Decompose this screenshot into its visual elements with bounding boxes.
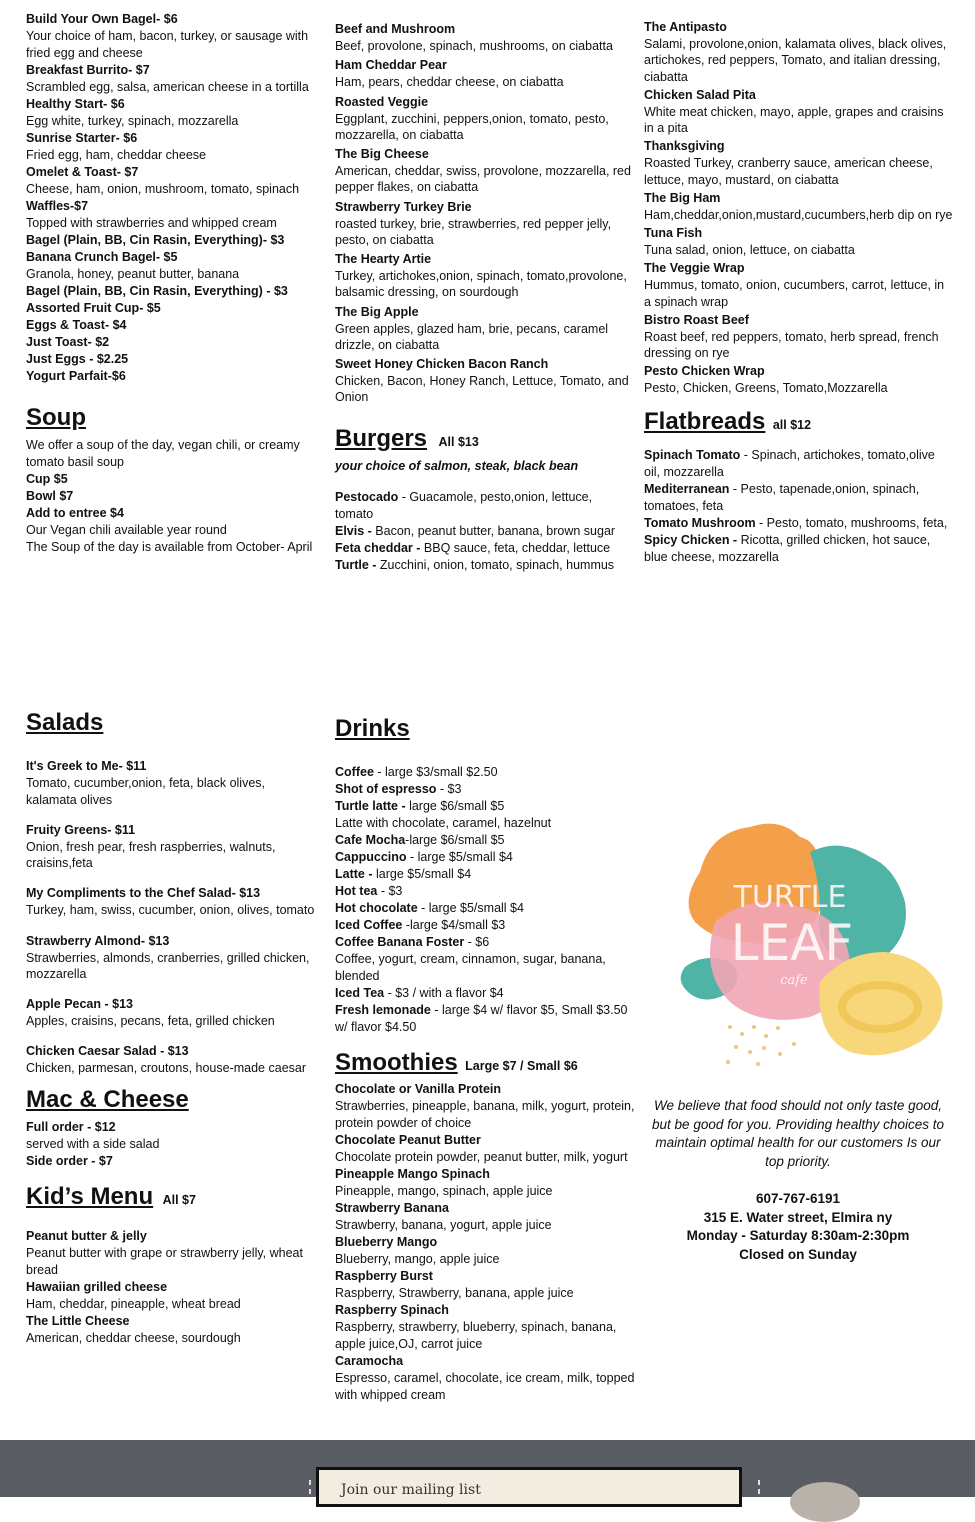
smoothie-list [335,1081,643,1404]
sandwich-list-right [644,19,954,397]
burger-item [335,489,631,523]
sandwich-item-desc: American, cheddar, swiss, provolone, mozzarella, red pepper flakes, on ciabatta [335,164,631,195]
salad-item-desc: Apples, craisins, pecans, feta, grilled chicken [26,1014,275,1029]
drink-item-desc: large $6/small $5 [405,799,505,814]
breakfast-item-name: Just Eggs - $2.25 [26,352,129,366]
drink-item-name: Iced Coffee [335,918,403,933]
burger-list [335,489,631,574]
smoothie-item-name: Chocolate Peanut Butter [335,1132,481,1147]
sandwich-item [644,225,954,258]
salad-item [26,885,318,918]
sandwich-list-mid [335,21,631,406]
sandwich-item-name: The Hearty Artie [335,252,432,266]
soup-bowl: Bowl $7 [26,489,74,504]
kids-item [26,1228,318,1279]
sandwich-item [335,251,631,301]
sandwich-item-desc: Green apples, glazed ham, brie, pecans, caramel drizzle, on ciabatta [335,321,609,352]
flatbread-item [644,515,954,532]
breakfast-item-name: Omelet & Toast- $7 [26,165,139,179]
burger-item [335,540,631,557]
smoothie-item-desc: Raspberry, Strawberry, banana, apple juice [335,1285,574,1300]
soup-add: Add to entree $4 [26,506,124,521]
soup-title: Soup [26,404,86,431]
breakfast-item-name: Breakfast Burrito- $7 [26,63,150,77]
breakfast-item-name: Banana Crunch Bagel- $5 [26,250,178,264]
sandwich-item-desc: Roasted Turkey, cranberry sauce, american cheese, lettuce, mayo, mustard, on ciabatta [644,156,933,187]
breakfast-item-desc: Granola, honey, peanut butter, banana [26,267,240,281]
burgers-price-note: All $13 [438,434,479,449]
sandwich-item-name: Roasted Veggie [335,94,429,109]
breakfast-item-desc: Your choice of ham, bacon, turkey, or sausage with fried egg and cheese [26,29,309,60]
drink-item [335,781,643,798]
salad-item [26,758,318,808]
kids-list [26,1228,318,1347]
sandwich-item-desc: Hummus, tomato, onion, cucumbers, carrot, lettuce, in a spinach wrap [644,278,945,309]
breakfast-item [26,351,316,368]
contact-block [648,1190,948,1265]
flatbread-item-desc: - Spinach, artichokes, tomato,olive oil, mozzarella [644,447,935,479]
flatbread-list [644,447,954,566]
drinks-heading [335,716,643,742]
drink-item [335,764,643,781]
breakfast-item [26,368,316,385]
smoothie-item-name: Blueberry Mango [335,1234,438,1249]
footer-avatar [790,1482,860,1522]
drink-item-desc: - $3 / with a flavor $4 [384,986,504,1001]
burger-item [335,523,631,540]
sandwich-item [644,363,954,396]
drink-item [335,985,643,1002]
salad-item [26,822,318,872]
smoothies-price-note: Large $7 / Small $6 [465,1059,578,1074]
drink-list [335,764,643,1036]
phone-number: 607-767-6191 [755,1191,841,1206]
smoothie-item [335,1268,643,1302]
flatbreads-price-note: all $12 [772,417,812,432]
breakfast-item [26,249,316,283]
breakfast-item-name: Assorted Fruit Cup- $5 [26,301,161,315]
salad-list [26,758,318,1076]
soup-cup: Cup $5 [26,472,68,487]
drink-item-desc: - $3 [436,782,462,797]
smoothie-item-desc: Chocolate protein powder, peanut butter, milk, yogurt [335,1149,628,1164]
mac-full: Full order - $12 [26,1120,116,1135]
burger-item [335,557,631,574]
burger-item-name: Feta cheddar - [335,540,421,555]
drink-item [335,934,643,951]
smoothie-item-name: Pineapple Mango Spinach [335,1166,490,1181]
sandwich-item-name: The Big Apple [335,304,419,319]
mac-heading [26,1087,318,1113]
sandwich-item [644,19,954,85]
smoothie-item [335,1353,643,1404]
sandwich-item [335,57,631,90]
drink-item-desc: -large $4/small $3 [402,918,506,933]
breakfast-item-desc: Egg white, turkey, spinach, mozzarella [26,114,239,128]
smoothie-item-name: Chocolate or Vanilla Protein [335,1081,502,1096]
sandwich-item-name: Beef and Mushroom [335,22,456,36]
breakfast-item-name: Just Toast- $2 [26,335,110,349]
soup-heading [26,405,316,431]
sandwich-item-desc: Beef, provolone, spinach, mushrooms, on ciabatta [335,39,613,53]
smoothies-title: Smoothies [335,1049,458,1077]
breakfast-item [26,300,316,317]
breakfast-item-desc: Cheese, ham, onion, mushroom, tomato, spinach [26,182,300,196]
drink-item-desc: Coffee, yogurt, cream, cinnamon, sugar, banana, blended [335,952,606,984]
sandwich-column-mid [335,21,631,574]
salads-heading [26,710,318,736]
drink-item [335,849,643,866]
soup-note-season: The Soup of the day is available from October- April [26,540,313,555]
burger-item-desc: - Guacamole, pesto,onion, lettuce, tomato [335,489,593,521]
breakfast-item-name: Build Your Own Bagel- $6 [26,12,178,26]
smoothie-item-desc: Blueberry, mango, apple juice [335,1251,500,1266]
sandwich-item-desc: Chicken, Bacon, Honey Ranch, Lettuce, Tomato, and Onion [335,374,629,405]
smoothie-item [335,1200,643,1234]
kids-title: Kid’s Menu [26,1183,154,1211]
salad-item-name: Strawberry Almond- $13 [26,933,170,948]
flatbread-item-desc: Ricotta, grilled chicken, hot sauce, blue cheese, mozzarella [644,532,931,564]
breakfast-column [26,11,316,556]
sandwich-item [335,304,631,354]
sandwich-item-desc: Pesto, Chicken, Greens, Tomato,Mozzarella [644,381,888,396]
drink-item-name: Latte - [335,867,373,882]
sandwich-item [644,260,954,310]
smoothie-item-desc: Strawberries, pineapple, banana, milk, yogurt, protein, protein powder of choice [335,1098,635,1130]
breakfast-item [26,232,316,249]
burger-item-name: Pestocado [335,489,399,504]
salad-item [26,933,318,983]
salad-item-name: Fruity Greens- $11 [26,822,136,837]
breakfast-item-name: Eggs & Toast- $4 [26,318,127,332]
footer-divider-right [758,1480,760,1497]
breakfast-item-name: Bagel (Plain, BB, Cin Rasin, Everything)- $3 [26,233,285,247]
sandwich-item [644,87,954,137]
drink-item [335,900,643,917]
drink-item [335,951,643,985]
smoothie-item-desc: Espresso, caramel, chocolate, ice cream, milk, topped with whipped cream [335,1370,635,1402]
hours: Monday - Saturday 8:30am-2:30pm [686,1228,910,1244]
sandwich-item-desc: Eggplant, zucchini, peppers,onion, tomato, pesto, mozzarella, on ciabatta [335,111,609,142]
sandwich-item-name: Chicken Salad Pita [644,87,756,102]
sandwich-item-name: The Antipasto [644,20,727,34]
salad-item-desc: Onion, fresh pear, fresh raspberries, walnuts, craisins,feta [26,839,276,871]
kids-item-name: Hawaiian grilled cheese [26,1280,168,1295]
drink-item [335,1002,643,1036]
burgers-heading [335,426,631,452]
sandwich-item-name: Sweet Honey Chicken Bacon Ranch [335,357,549,371]
sandwich-item-name: Bistro Roast Beef [644,312,749,327]
flatbread-item-name: Spicy Chicken - [644,532,738,547]
sandwich-item-desc: Salami, provolone,onion, kalamata olives, black olives, artichokes, red peppers, Tomato, and italian dressing, ciabatta [644,37,947,84]
salads-column [26,710,318,1347]
drink-item-name: Cafe Mocha [335,833,406,848]
sandwich-item [335,199,631,249]
kids-item-desc: Ham, cheddar, pineapple, wheat bread [26,1297,241,1312]
salad-item-desc: Strawberries, almonds, cranberries, grilled chicken, mozzarella [26,950,310,981]
smoothie-item [335,1302,643,1353]
sandwich-item-desc: White meat chicken, mayo, apple, grapes and craisins in a pita [644,104,944,135]
salads-title: Salads [26,709,104,736]
drink-item-name: Turtle latte - [335,799,406,814]
sandwich-item-desc: Tuna salad, onion, lettuce, on ciabatta [644,243,855,257]
salad-item [26,1043,318,1076]
breakfast-item [26,334,316,351]
logo-cafe-text: cafe [780,973,808,988]
sandwich-item [335,356,631,406]
flatbread-item-desc: - Pesto, tomato, mushrooms, feta, [755,515,948,530]
salad-item-desc: Turkey, ham, swiss, cucumber, onion, olives, tomato [26,903,315,918]
burger-item-desc: BBQ sauce, feta, cheddar, lettuce [420,540,611,555]
flatbread-item [644,481,954,515]
kids-heading [26,1184,318,1210]
drink-item [335,883,643,900]
breakfast-item [26,317,316,334]
smoothie-item-name: Strawberry Banana [335,1200,449,1215]
smoothie-item-name: Raspberry Burst [335,1268,433,1283]
kids-item-name: Peanut butter & jelly [26,1229,147,1244]
burger-item-desc: Zucchini, onion, tomato, spinach, hummus [376,557,615,572]
sandwich-item [644,190,954,223]
drink-item-desc: large $5/small $4 [372,867,472,882]
footer-divider-left [309,1480,311,1497]
smoothie-item [335,1081,643,1132]
flatbread-item [644,447,954,481]
sandwich-item-desc: Roast beef, red peppers, tomato, herb spread, french dressing on rye [644,329,939,360]
drink-item [335,866,643,883]
kids-item [26,1313,318,1347]
soup-intro: We offer a soup of the day, vegan chili, or creamy tomato basil soup [26,438,300,470]
sandwich-item [335,21,631,54]
burger-item-name: Turtle - [335,557,377,572]
sandwich-item [335,94,631,144]
salad-item [26,996,318,1029]
sandwich-item-name: The Big Cheese [335,147,429,161]
breakfast-item-name: Healthy Start- $6 [26,97,125,111]
smoothie-item-desc: Pineapple, mango, spinach, apple juice [335,1183,553,1198]
smoothie-item [335,1132,643,1166]
smoothie-item-name: Caramocha [335,1353,404,1368]
flatbread-item-name: Mediterranean [644,481,730,496]
sandwich-item-desc: Ham,cheddar,onion,mustard,cucumbers,herb dip on rye [644,207,953,222]
breakfast-item-name: Yogurt Parfait-$6 [26,369,126,383]
kids-item [26,1279,318,1313]
turtle-leaf-logo [670,812,950,1074]
breakfast-item [26,96,316,130]
sandwich-item-desc: Turkey, artichokes,onion, spinach, tomato,provolone, balsamic dressing, on sourdough [335,269,627,300]
breakfast-item-desc: Topped with strawberries and whipped cream [26,216,277,230]
address: 315 E. Water street, Elmira ny [703,1209,893,1225]
salad-item-name: It's Greek to Me- $11 [26,759,147,774]
drink-item-name: Fresh lemonade [335,1003,431,1018]
breakfast-item [26,198,316,232]
breakfast-item [26,283,316,300]
drink-item-name: Cappuccino [335,850,407,865]
burger-item-desc: Bacon, peanut butter, banana, brown sugar [371,523,616,538]
sandwich-item [644,138,954,188]
flatbreads-heading [644,409,954,435]
smoothie-item-name: Raspberry Spinach [335,1302,449,1317]
drink-item-desc: - $6 [464,935,490,950]
drink-item-name: Hot chocolate [335,901,418,916]
kids-price-note: All $7 [162,1193,196,1208]
drink-item-name: Hot tea [335,884,378,899]
breakfast-item-desc: Fried egg, ham, cheddar cheese [26,148,206,162]
kids-item-desc: American, cheddar cheese, sourdough [26,1331,241,1346]
drink-item-name: Coffee Banana Foster [335,935,465,950]
smoothie-item [335,1234,643,1268]
sandwich-column-right [644,19,954,566]
mission-statement: We believe that food should not only taste good, but be good for you. Providing healthy choices to maintain optimal health for our customers Is our top priority. [652,1098,944,1169]
burgers-choice: your choice of salmon, steak, black bean [335,458,579,473]
smoothies-heading [335,1050,643,1076]
sandwich-item-name: Tuna Fish [644,226,703,240]
flatbread-item-name: Spinach Tomato [644,447,741,462]
flatbreads-title: Flatbreads [644,407,766,435]
sandwich-item [335,146,631,196]
salad-item-name: Chicken Caesar Salad - $13 [26,1044,189,1059]
drink-item [335,832,643,849]
mac-served: served with a side salad [26,1137,160,1152]
mac-title: Mac & Cheese [26,1085,189,1113]
kids-item-name: The Little Cheese [26,1314,130,1329]
sandwich-item [644,312,954,362]
breakfast-item [26,11,316,62]
salad-item-desc: Chicken, parmesan, croutons, house-made caesar [26,1061,307,1076]
salad-item-name: My Compliments to the Chef Salad- $13 [26,886,261,901]
sandwich-item-name: Thanksgiving [644,139,725,154]
kids-item-desc: Peanut butter with grape or strawberry jelly, wheat bread [26,1246,303,1278]
smoothie-item-desc: Strawberry, banana, yogurt, apple juice [335,1217,552,1232]
sandwich-item-desc: roasted turkey, brie, strawberries, red pepper jelly, pesto, on ciabatta [335,216,612,247]
flatbread-item [644,532,954,566]
drink-item-desc: - large $3/small $2.50 [373,765,498,780]
salad-item-name: Apple Pecan - $13 [26,997,133,1012]
breakfast-item-name: Waffles-$7 [26,199,89,213]
breakfast-item [26,130,316,164]
drink-item-desc: -large $6/small $5 [405,833,505,848]
drink-item-desc: - large $5/small $4 [417,901,524,916]
drinks-title: Drinks [335,715,410,742]
smoothie-item-desc: Raspberry, strawberry, blueberry, spinach, banana, apple juice,OJ, carrot juice [335,1319,617,1351]
sandwich-item-name: Ham Cheddar Pear [335,58,447,73]
sandwich-item-name: The Veggie Wrap [644,261,745,276]
drink-item [335,798,643,815]
breakfast-item-desc: Scrambled egg, salsa, american cheese in a tortilla [26,80,309,94]
breakfast-item [26,62,316,96]
breakfast-item-name: Sunrise Starter- $6 [26,131,138,145]
mac-side: Side order - $7 [26,1154,113,1169]
breakfast-item-name: Bagel (Plain, BB, Cin Rasin, Everything) - $3 [26,284,288,298]
drink-item-desc: Latte with chocolate, caramel, hazelnut [335,816,552,831]
closed-note: Closed on Sunday [739,1246,857,1262]
burgers-title: Burgers [335,424,428,452]
flatbread-item-desc: - Pesto, tapenade,onion, spinach, tomatoes, feta [644,481,920,513]
breakfast-list [26,11,316,385]
drinks-column [335,716,643,1404]
sandwich-item-name: Pesto Chicken Wrap [644,364,765,379]
sandwich-item-name: The Big Ham [644,190,721,205]
burger-item-name: Elvis - [335,523,372,538]
logo-turtle-text: TURTLE [733,880,847,915]
drink-item-desc: - large $4 w/ flavor $5, Small $3.50 w/ flavor $4.50 [335,1003,628,1035]
salad-item-desc: Tomato, cucumber,onion, feta, black olives, kalamata olives [26,776,266,807]
flatbread-item-name: Tomato Mushroom [644,515,756,530]
sandwich-item-desc: Ham, pears, cheddar cheese, on ciabatta [335,75,564,90]
drink-item-desc: - large $5/small $4 [406,850,513,865]
drink-item [335,917,643,934]
mailing-list-label: Join our mailing list [341,1482,481,1498]
logo-leaf-text: LEAF [730,914,854,972]
drink-item-desc: - $3 [377,884,403,899]
drink-item-name: Coffee [335,765,374,780]
smoothie-item [335,1166,643,1200]
drink-item [335,815,643,832]
mailing-list-box[interactable] [316,1467,742,1507]
breakfast-item [26,164,316,198]
drink-item-name: Shot of espresso [335,782,437,797]
drink-item-name: Iced Tea [335,986,385,1001]
logo-dots [726,1025,796,1066]
soup-note-chili: Our Vegan chili available year round [26,523,227,538]
sandwich-item-name: Strawberry Turkey Brie [335,199,472,214]
